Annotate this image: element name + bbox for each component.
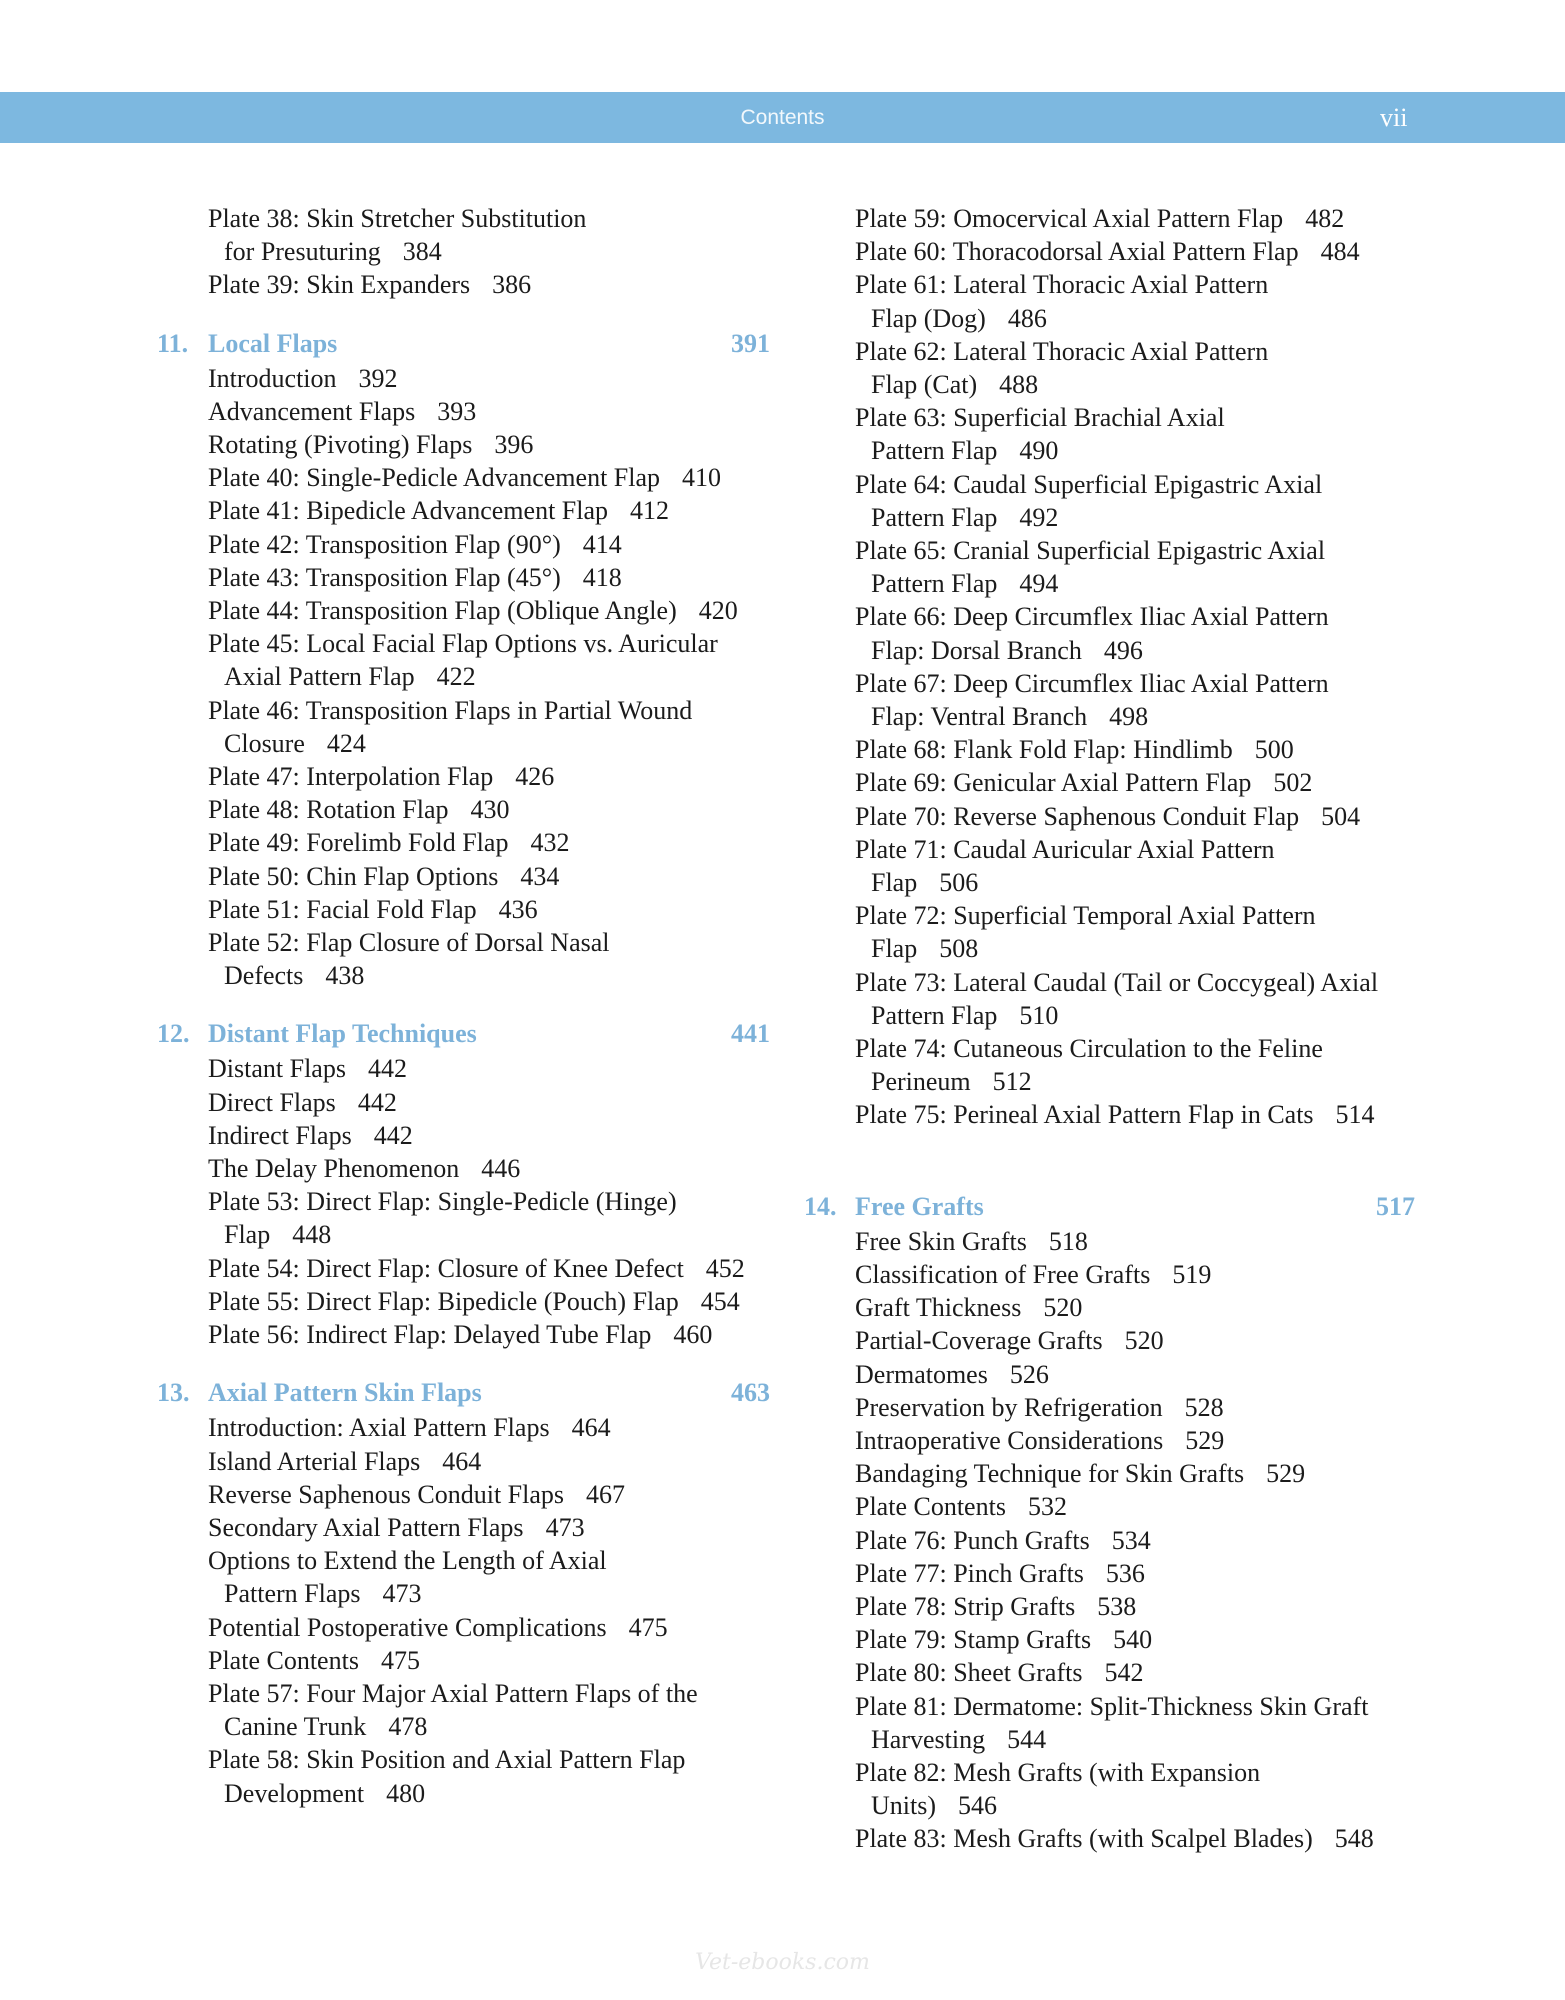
toc-entry-page: 496	[1103, 635, 1143, 665]
toc-entry[interactable]	[208, 1086, 775, 1119]
toc-entry[interactable]	[208, 594, 775, 627]
toc-entry-text: Plate 61: Lateral Thoracic Axial Pattern	[855, 270, 1269, 300]
toc-entry[interactable]	[208, 1052, 775, 1085]
toc-entry-page: 490	[1019, 436, 1059, 466]
toc-entry-text: Island Arterial Flaps	[208, 1446, 421, 1476]
toc-entry[interactable]	[855, 1590, 1420, 1623]
toc-entry-page: 502	[1273, 768, 1313, 798]
toc-entry-text: Intraoperative Considerations	[855, 1425, 1164, 1455]
toc-entry-text: Plate 49: Forelimb Fold Flap	[208, 828, 509, 858]
toc-entry-page: 529	[1185, 1425, 1225, 1455]
chapter-heading[interactable]	[157, 1375, 775, 1411]
toc-entry-text: Indirect Flaps	[208, 1120, 352, 1150]
toc-entry-text: Flap (Dog)	[871, 303, 986, 333]
chapter-number: 13.	[157, 1378, 190, 1408]
toc-entry-page: 446	[481, 1154, 521, 1184]
toc-entry[interactable]	[208, 1285, 775, 1318]
toc-entry[interactable]	[855, 800, 1420, 833]
toc-entry-page: 542	[1104, 1658, 1144, 1688]
toc-entry[interactable]	[208, 694, 775, 760]
toc-entry-text: Plate 68: Flank Fold Flap: Hindlimb	[855, 735, 1233, 765]
toc-entry-text: Plate 48: Rotation Flap	[208, 795, 449, 825]
toc-entry-page: 475	[380, 1645, 420, 1675]
toc-entry-text: Bandaging Technique for Skin Grafts	[855, 1459, 1245, 1489]
toc-entry[interactable]	[208, 760, 775, 793]
toc-entry-page: 528	[1184, 1392, 1224, 1422]
toc-entry-page: 424	[326, 728, 366, 758]
toc-entry[interactable]	[208, 1185, 775, 1251]
toc-entry-text: Advancement Flaps	[208, 396, 416, 426]
toc-entry[interactable]	[208, 362, 775, 395]
toc-entry[interactable]	[855, 202, 1420, 235]
toc-entry[interactable]	[208, 1644, 775, 1677]
toc-entry[interactable]	[208, 826, 775, 859]
toc-entry-text: Closure	[224, 728, 305, 758]
toc-entry-text: Development	[224, 1778, 365, 1808]
toc-entry[interactable]	[208, 893, 775, 926]
toc-entry-text: Plate 57: Four Major Axial Pattern Flaps of the	[208, 1678, 698, 1708]
toc-entry-page: 452	[705, 1253, 745, 1283]
toc-entry-text: Flap	[871, 868, 918, 898]
toc-entry-page: 512	[992, 1067, 1032, 1097]
toc-entry-page: 546	[958, 1791, 997, 1821]
toc-entry[interactable]	[208, 1119, 775, 1152]
toc-entry-text: Plate 67: Deep Circumflex Iliac Axial Pattern	[855, 668, 1329, 698]
toc-entry-page: 396	[494, 430, 534, 460]
toc-entry[interactable]	[855, 1291, 1420, 1324]
toc-entry-text: Plate 71: Caudal Auricular Axial Pattern	[855, 834, 1275, 864]
toc-entry-page: 544	[1007, 1724, 1047, 1754]
toc-entry-page: 526	[1009, 1359, 1049, 1389]
toc-entry-page: 426	[515, 762, 555, 792]
toc-entry[interactable]	[208, 202, 775, 268]
toc-entry-text: Plate 60: Thoracodorsal Axial Pattern Flap	[855, 237, 1299, 267]
toc-entry-text: Plate Contents	[208, 1645, 359, 1675]
toc-entry[interactable]	[855, 1756, 1420, 1822]
toc-entry[interactable]	[855, 833, 1420, 899]
chapter-page: 463	[731, 1378, 770, 1408]
page-header	[0, 92, 1565, 143]
toc-entry-text: Options to Extend the Length of Axial	[208, 1546, 607, 1576]
toc-entry-text: Plate 53: Direct Flap: Single-Pedicle (Hinge)	[208, 1187, 677, 1217]
toc-entry[interactable]	[208, 1611, 775, 1644]
toc-entry-page: 536	[1105, 1558, 1145, 1588]
toc-entry-page: 386	[492, 270, 532, 300]
toc-entry-text: Plate 54: Direct Flap: Closure of Knee Defect	[208, 1253, 684, 1283]
toc-entry-text: Plate Contents	[855, 1492, 1006, 1522]
toc-entry-page: 520	[1043, 1293, 1083, 1323]
toc-entry-page: 506	[939, 868, 979, 898]
toc-entry-page: 514	[1335, 1100, 1375, 1130]
chapter-heading[interactable]	[157, 326, 775, 362]
chapter-number: 12.	[157, 1019, 190, 1049]
toc-entry-text: Harvesting	[871, 1724, 986, 1754]
toc-entry-text: Plate 44: Transposition Flap (Oblique Angle)	[208, 596, 677, 626]
toc-entry-text: Classification of Free Grafts	[855, 1259, 1151, 1289]
toc-entry[interactable]	[208, 1511, 775, 1544]
toc-entry[interactable]	[208, 268, 775, 301]
toc-entry[interactable]	[208, 1318, 775, 1351]
toc-entry-page: 392	[358, 363, 398, 393]
toc-entry-text: Plate 62: Lateral Thoracic Axial Pattern	[855, 336, 1269, 366]
toc-entry[interactable]	[855, 733, 1420, 766]
toc-entry-text: Plate 52: Flap Closure of Dorsal Nasal	[208, 928, 610, 958]
toc-entry-page: 520	[1124, 1326, 1164, 1356]
toc-entry[interactable]	[208, 395, 775, 428]
toc-entry[interactable]	[208, 793, 775, 826]
toc-entry-text: Plate 42: Transposition Flap (90°)	[208, 529, 561, 559]
toc-entry-page: 480	[386, 1778, 426, 1808]
toc-entry[interactable]	[855, 1324, 1420, 1357]
toc-entry-page: 432	[530, 828, 570, 858]
toc-entry-page: 538	[1097, 1591, 1137, 1621]
chapter-heading[interactable]	[804, 1189, 1420, 1225]
toc-entry[interactable]	[208, 1445, 775, 1478]
toc-entry[interactable]	[855, 600, 1420, 666]
toc-entry-text: Graft Thickness	[855, 1293, 1022, 1323]
toc-entry-text: Plate 69: Genicular Axial Pattern Flap	[855, 768, 1252, 798]
toc-column-left	[157, 202, 775, 1810]
toc-entry-text: for Presuturing	[224, 237, 381, 267]
toc-entry-page: 467	[586, 1479, 626, 1509]
chapter-title: Distant Flap Techniques	[208, 1019, 477, 1049]
page-number: vii	[1380, 103, 1408, 132]
toc-entry-page: 454	[700, 1286, 740, 1316]
toc-entry-page: 430	[470, 795, 510, 825]
toc-entry-page: 486	[1007, 303, 1047, 333]
toc-entry-text: Plate 38: Skin Stretcher Substitution	[208, 204, 587, 233]
toc-entry[interactable]	[208, 1677, 775, 1743]
toc-entry-text: Plate 41: Bipedicle Advancement Flap	[208, 496, 609, 526]
toc-entry-page: 482	[1305, 204, 1345, 233]
chapter-title: Free Grafts	[855, 1191, 984, 1221]
toc-entry[interactable]	[855, 268, 1420, 334]
toc-entry-page: 532	[1027, 1492, 1067, 1522]
toc-entry[interactable]	[855, 1457, 1420, 1490]
toc-entry-page: 442	[373, 1120, 413, 1150]
toc-entry[interactable]	[855, 1524, 1420, 1557]
toc-entry[interactable]	[208, 494, 775, 527]
toc-entry-page: 510	[1019, 1000, 1059, 1030]
toc-entry-text: Pattern Flaps	[224, 1579, 361, 1609]
toc-entry-text: Flap: Ventral Branch	[871, 702, 1088, 732]
chapter-entries	[208, 362, 775, 993]
toc-entry[interactable]	[208, 461, 775, 494]
toc-entry-page: 418	[582, 562, 622, 592]
toc-entry[interactable]	[208, 561, 775, 594]
toc-entry[interactable]	[855, 1623, 1420, 1656]
toc-entry-page: 500	[1254, 735, 1294, 765]
chapter-section	[157, 326, 775, 993]
toc-entry-text: Flap (Cat)	[871, 370, 978, 400]
toc-entry-page: 508	[939, 934, 979, 964]
toc-entry-text: Plate 83: Mesh Grafts (with Scalpel Blades)	[855, 1824, 1313, 1854]
toc-entry-text: Pattern Flap	[871, 1000, 998, 1030]
toc-entry-text: Plate 76: Punch Grafts	[855, 1525, 1090, 1555]
chapter-section	[157, 1375, 775, 1809]
toc-entry-page: 475	[628, 1612, 668, 1642]
toc-entry-text: Flap	[871, 934, 918, 964]
toc-entry-page: 410	[682, 463, 722, 493]
toc-entry-text: Flap	[224, 1220, 271, 1250]
toc-entry[interactable]	[855, 1656, 1420, 1689]
toc-entry-text: Free Skin Grafts	[855, 1226, 1027, 1256]
toc-entry-text: Plate 80: Sheet Grafts	[855, 1658, 1083, 1688]
toc-entry-text: Introduction: Axial Pattern Flaps	[208, 1413, 550, 1443]
toc-entry-text: Distant Flaps	[208, 1054, 346, 1084]
toc-entry[interactable]	[208, 1743, 775, 1809]
toc-entry-text: Plate 79: Stamp Grafts	[855, 1625, 1092, 1655]
toc-entry[interactable]	[855, 235, 1420, 268]
toc-entry[interactable]	[208, 1478, 775, 1511]
chapter-page: 517	[1376, 1191, 1415, 1221]
toc-entry-text: Axial Pattern Flap	[224, 662, 415, 692]
toc-entry-page: 498	[1109, 702, 1149, 732]
toc-entry-text: The Delay Phenomenon	[208, 1154, 460, 1184]
toc-entry-page: 540	[1113, 1625, 1153, 1655]
toc-entry-text: Direct Flaps	[208, 1087, 336, 1117]
toc-entry-text: Plate 78: Strip Grafts	[855, 1591, 1076, 1621]
toc-entry-text: Secondary Axial Pattern Flaps	[208, 1512, 524, 1542]
toc-entry-text: Plate 43: Transposition Flap (45°)	[208, 562, 561, 592]
toc-entry-page: 548	[1334, 1824, 1374, 1854]
toc-entry[interactable]	[208, 1411, 775, 1444]
toc-entry-text: Plate 81: Dermatome: Split-Thickness Skin Graft	[855, 1691, 1369, 1721]
toc-entry-page: 438	[325, 961, 365, 991]
toc-entry-page: 529	[1266, 1459, 1306, 1489]
toc-entry-text: Units)	[871, 1791, 936, 1821]
chapter-number: 14.	[804, 1191, 837, 1221]
toc-entry-page: 473	[382, 1579, 422, 1609]
toc-entry[interactable]	[855, 1424, 1420, 1457]
toc-entry-page: 393	[437, 396, 477, 426]
toc-entry-text: Plate 77: Pinch Grafts	[855, 1558, 1084, 1588]
toc-entry-text: Plate 51: Facial Fold Flap	[208, 894, 477, 924]
chapter-page: 441	[731, 1019, 770, 1049]
toc-entry[interactable]	[208, 1252, 775, 1285]
toc-entry-text: Plate 65: Cranial Superficial Epigastric Axial	[855, 536, 1326, 566]
continued-entries	[208, 202, 775, 302]
toc-entry[interactable]	[855, 1032, 1420, 1098]
toc-entry[interactable]	[855, 966, 1420, 1032]
toc-entry-text: Plate 59: Omocervical Axial Pattern Flap	[855, 204, 1284, 233]
toc-entry-text: Plate 58: Skin Position and Axial Pattern Flap	[208, 1745, 686, 1775]
toc-entry-page: 412	[630, 496, 670, 526]
chapter-title: Local Flaps	[208, 328, 338, 358]
toc-entry-text: Plate 82: Mesh Grafts (with Expansion	[855, 1757, 1261, 1787]
toc-entry-page: 414	[582, 529, 622, 559]
toc-entry-text: Plate 74: Cutaneous Circulation to the Feline	[855, 1034, 1323, 1064]
toc-entry-page: 484	[1320, 237, 1360, 267]
toc-entry-page: 473	[545, 1512, 585, 1542]
toc-column-right	[804, 202, 1420, 1856]
toc-entry-page: 464	[442, 1446, 482, 1476]
toc-entry[interactable]	[855, 401, 1420, 467]
toc-entry-page: 494	[1019, 569, 1059, 599]
toc-entry-page: 519	[1172, 1259, 1212, 1289]
continued-entries	[855, 202, 1420, 1132]
toc-entry-page: 460	[673, 1320, 713, 1350]
toc-entry[interactable]	[208, 627, 775, 693]
toc-entry-page: 478	[388, 1712, 428, 1742]
toc-entry-text: Plate 55: Direct Flap: Bipedicle (Pouch) Flap	[208, 1286, 679, 1316]
toc-entry[interactable]	[855, 899, 1420, 965]
toc-entry[interactable]	[855, 1822, 1420, 1855]
toc-entry-text: Plate 75: Perineal Axial Pattern Flap in Cats	[855, 1100, 1314, 1130]
toc-entry-text: Plate 72: Superficial Temporal Axial Pattern	[855, 901, 1316, 931]
toc-entry-page: 518	[1048, 1226, 1088, 1256]
toc-entry-page: 448	[292, 1220, 332, 1250]
toc-entry[interactable]	[208, 860, 775, 893]
chapter-heading[interactable]	[157, 1016, 775, 1052]
toc-entry-text: Rotating (Pivoting) Flaps	[208, 430, 473, 460]
toc-entry[interactable]	[855, 468, 1420, 534]
toc-entry[interactable]	[855, 1258, 1420, 1291]
chapter-list	[804, 1189, 1420, 1856]
chapter-entries	[208, 1052, 775, 1351]
chapter-number: 11.	[157, 328, 189, 358]
toc-entry[interactable]	[208, 1152, 775, 1185]
toc-entry-text: Plate 39: Skin Expanders	[208, 270, 471, 300]
toc-entry[interactable]	[855, 1490, 1420, 1523]
toc-entry-text: Plate 70: Reverse Saphenous Conduit Flap	[855, 801, 1300, 831]
toc-entry-text: Pattern Flap	[871, 502, 998, 532]
toc-entry-text: Plate 50: Chin Flap Options	[208, 861, 499, 891]
toc-entry[interactable]	[855, 667, 1420, 733]
toc-entry-text: Pattern Flap	[871, 569, 998, 599]
toc-entry[interactable]	[208, 926, 775, 992]
chapter-title: Axial Pattern Skin Flaps	[208, 1378, 482, 1408]
toc-entry-text: Plate 45: Local Facial Flap Options vs. Auricular	[208, 629, 718, 659]
toc-entry-page: 504	[1321, 801, 1361, 831]
chapter-section	[157, 1016, 775, 1351]
toc-entry-text: Plate 47: Interpolation Flap	[208, 762, 494, 792]
toc-entry-text: Reverse Saphenous Conduit Flaps	[208, 1479, 565, 1509]
toc-entry[interactable]	[855, 1358, 1420, 1391]
toc-entry[interactable]	[855, 1690, 1420, 1756]
toc-entry-text: Plate 63: Superficial Brachial Axial	[855, 403, 1225, 433]
toc-entry-page: 422	[436, 662, 476, 692]
toc-entry-text: Canine Trunk	[224, 1712, 367, 1742]
toc-entry-text: Partial-Coverage Grafts	[855, 1326, 1103, 1356]
toc-entry[interactable]	[855, 1391, 1420, 1424]
toc-entry-text: Perineum	[871, 1067, 971, 1097]
toc-entry[interactable]	[855, 534, 1420, 600]
chapter-entries	[855, 1225, 1420, 1856]
chapter-list	[157, 326, 775, 1810]
toc-entry[interactable]	[855, 1225, 1420, 1258]
toc-entry[interactable]	[208, 1544, 775, 1610]
toc-entry-page: 420	[698, 596, 738, 626]
running-head-title: Contents	[740, 106, 825, 129]
toc-entry[interactable]	[855, 766, 1420, 799]
chapter-section	[804, 1189, 1420, 1856]
toc-entry-text: Plate 64: Caudal Superficial Epigastric Axial	[855, 469, 1323, 499]
toc-entry-page: 436	[498, 894, 538, 924]
toc-entry-text: Plate 73: Lateral Caudal (Tail or Coccygeal) Axial	[855, 967, 1379, 997]
toc-entry-page: 434	[520, 861, 560, 891]
toc-entry[interactable]	[855, 335, 1420, 401]
toc-entry-text: Defects	[224, 961, 304, 991]
toc-entry-text: Plate 40: Single-Pedicle Advancement Flap	[208, 463, 661, 493]
toc-entry-page: 442	[357, 1087, 397, 1117]
toc-entry[interactable]	[855, 1557, 1420, 1590]
toc-entry-page: 488	[999, 370, 1039, 400]
toc-entry-text: Dermatomes	[855, 1359, 988, 1389]
toc-entry-text: Potential Postoperative Complications	[208, 1612, 607, 1642]
toc-entry-text: Pattern Flap	[871, 436, 998, 466]
toc-entry-text: Flap: Dorsal Branch	[871, 635, 1082, 665]
toc-entry-page: 492	[1019, 502, 1059, 532]
chapter-page: 391	[731, 328, 770, 358]
toc-entry-text: Plate 66: Deep Circumflex Iliac Axial Pattern	[855, 602, 1329, 632]
toc-entry-page: 464	[571, 1413, 611, 1443]
toc-entry[interactable]	[855, 1098, 1420, 1131]
toc-entry-text: Introduction	[208, 363, 337, 393]
toc-entry-text: Preservation by Refrigeration	[855, 1392, 1163, 1422]
toc-entry-page: 384	[402, 237, 442, 267]
toc-entry[interactable]	[208, 428, 775, 461]
toc-entry-page: 534	[1111, 1525, 1151, 1555]
watermark: Vet-ebooks.com	[695, 1950, 870, 1975]
toc-entry-text: Plate 56: Indirect Flap: Delayed Tube Flap	[208, 1320, 652, 1350]
toc-entry-text: Plate 46: Transposition Flaps in Partial Wound	[208, 695, 693, 725]
toc-entry[interactable]	[208, 528, 775, 561]
chapter-entries	[208, 1411, 775, 1809]
toc-entry-page: 442	[367, 1054, 407, 1084]
